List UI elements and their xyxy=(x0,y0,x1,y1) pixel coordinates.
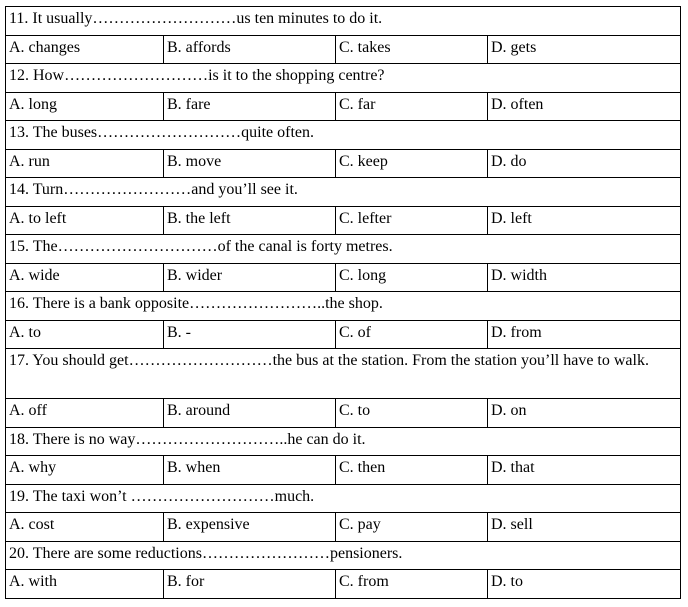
question-row xyxy=(6,484,681,513)
question-row xyxy=(6,349,681,399)
question-text: 12. How………………………is it to the shopping centre? xyxy=(6,64,681,93)
option-d: D. on xyxy=(488,399,681,428)
option-c: C. to xyxy=(336,399,488,428)
option-b: B. the left xyxy=(164,206,336,235)
option-a: A. off xyxy=(6,399,164,428)
question-row xyxy=(6,235,681,264)
options-row xyxy=(6,35,681,64)
option-a: A. why xyxy=(6,456,164,485)
question-row xyxy=(6,178,681,207)
question-text: 17. You should get………………………the bus at the station. From the station you’ll have to walk. xyxy=(6,349,681,399)
option-b: B. when xyxy=(164,456,336,485)
options-row xyxy=(6,263,681,292)
option-c: C. keep xyxy=(336,149,488,178)
options-row xyxy=(6,92,681,121)
option-a: A. to xyxy=(6,320,164,349)
option-a: A. to left xyxy=(6,206,164,235)
option-b: B. for xyxy=(164,570,336,599)
option-d: D. gets xyxy=(488,35,681,64)
option-d: D. sell xyxy=(488,513,681,542)
question-text: 18. There is no way………………………..he can do it. xyxy=(6,427,681,456)
question-row xyxy=(6,427,681,456)
option-d: D. that xyxy=(488,456,681,485)
option-a: A. cost xyxy=(6,513,164,542)
option-c: C. far xyxy=(336,92,488,121)
question-row xyxy=(6,7,681,36)
question-text: 20. There are some reductions……………………pensioners. xyxy=(6,541,681,570)
question-row xyxy=(6,64,681,93)
option-c: C. then xyxy=(336,456,488,485)
option-c: C. from xyxy=(336,570,488,599)
option-d: D. from xyxy=(488,320,681,349)
option-b: B. affords xyxy=(164,35,336,64)
option-b: B. wider xyxy=(164,263,336,292)
option-d: D. width xyxy=(488,263,681,292)
question-row xyxy=(6,292,681,321)
options-row xyxy=(6,570,681,599)
option-d: D. left xyxy=(488,206,681,235)
question-row xyxy=(6,541,681,570)
option-c: C. takes xyxy=(336,35,488,64)
option-a: A. wide xyxy=(6,263,164,292)
options-row xyxy=(6,456,681,485)
question-text: 13. The buses………………………quite often. xyxy=(6,121,681,150)
quiz-table xyxy=(5,6,681,599)
option-b: B. fare xyxy=(164,92,336,121)
question-text: 19. The taxi won’t ………………………much. xyxy=(6,484,681,513)
option-b: B. around xyxy=(164,399,336,428)
option-a: A. changes xyxy=(6,35,164,64)
options-row xyxy=(6,399,681,428)
option-a: A. run xyxy=(6,149,164,178)
option-c: C. pay xyxy=(336,513,488,542)
options-row xyxy=(6,149,681,178)
option-a: A. long xyxy=(6,92,164,121)
question-text: 16. There is a bank opposite……………………..the shop. xyxy=(6,292,681,321)
question-row xyxy=(6,121,681,150)
option-d: D. do xyxy=(488,149,681,178)
options-row xyxy=(6,320,681,349)
option-a: A. with xyxy=(6,570,164,599)
question-text: 14. Turn……………………and you’ll see it. xyxy=(6,178,681,207)
question-text: 11. It usually………………………us ten minutes to do it. xyxy=(6,7,681,36)
option-d: D. to xyxy=(488,570,681,599)
options-row xyxy=(6,513,681,542)
option-b: B. - xyxy=(164,320,336,349)
question-text: 15. The…………………………of the canal is forty metres. xyxy=(6,235,681,264)
option-b: B. move xyxy=(164,149,336,178)
options-row xyxy=(6,206,681,235)
option-d: D. often xyxy=(488,92,681,121)
option-c: C. long xyxy=(336,263,488,292)
option-b: B. expensive xyxy=(164,513,336,542)
option-c: C. lefter xyxy=(336,206,488,235)
option-c: C. of xyxy=(336,320,488,349)
